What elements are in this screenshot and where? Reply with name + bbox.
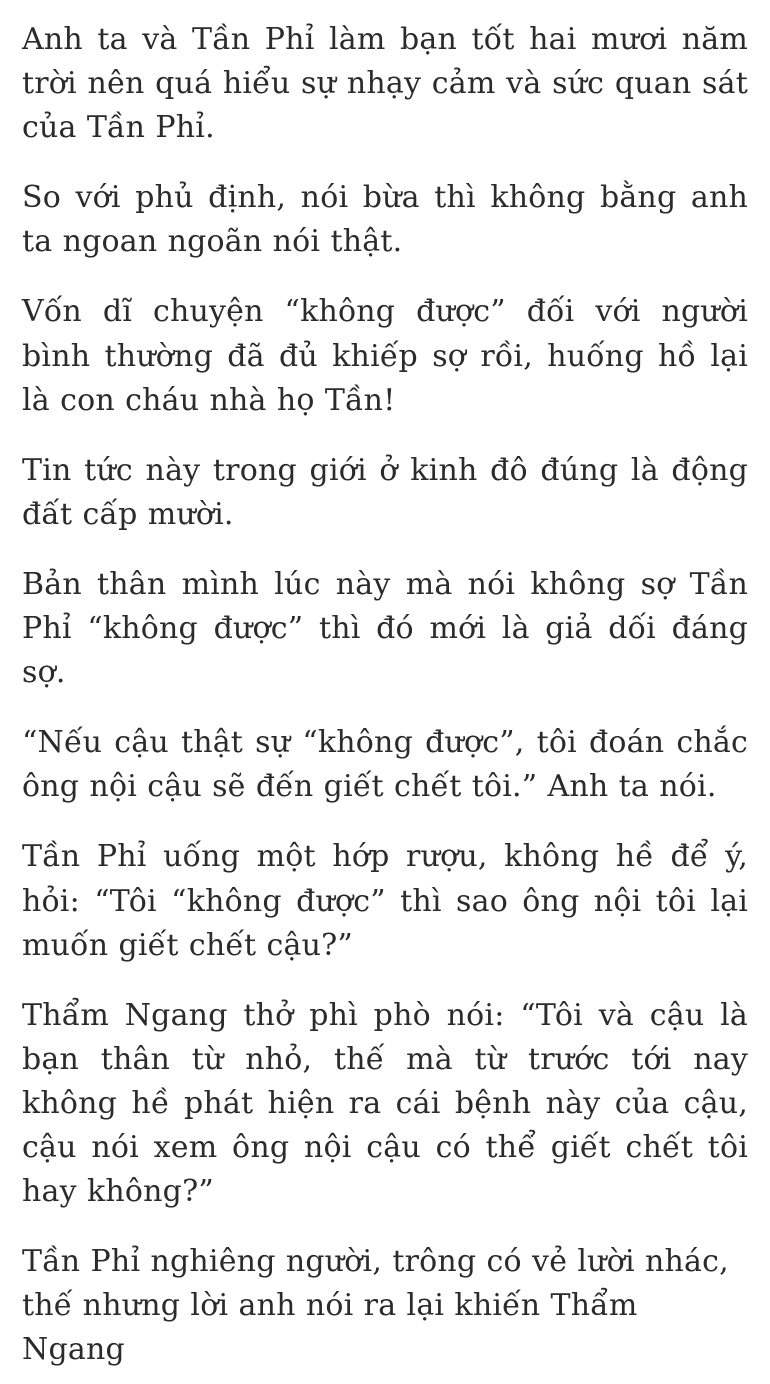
paragraph: “Nếu cậu thật sự “không được”, tôi đoán chắc ông nội cậu sẽ đến giết chết tôi.” Anh ta nói. <box>22 725 748 805</box>
paragraph: Tần Phỉ uống một hớp rượu, không hề để ý, hỏi: “Tôi “không được” thì sao ông nội tôi lại muốn giết chết cậu?” <box>22 839 748 963</box>
paragraph: So với phủ định, nói bừa thì không bằng anh ta ngoan ngoãn nói thật. <box>22 180 748 260</box>
paragraph: Bản thân mình lúc này mà nói không sợ Tần Phỉ “không được” thì đó mới là giả dối đáng sợ. <box>22 566 748 691</box>
paragraph: Tần Phỉ nghiêng người, trông có vẻ lười nhác, thế nhưng lời anh nói ra lại khiến Thẩm Ngang <box>22 1244 729 1368</box>
paragraph: Thẩm Ngang thở phì phò nói: “Tôi và cậu là bạn thân từ nhỏ, thế mà từ trước tới nay không hề phát hiện ra cái bệnh này của cậu, cậu nói xem ông nội cậu có thể giết chết tôi hay không?” <box>22 997 748 1210</box>
paragraph: Anh ta và Tần Phỉ làm bạn tốt hai mươi năm trời nên quá hiểu sự nhạy cảm và sức quan sát của Tần Phỉ. <box>22 22 748 146</box>
paragraph: Tin tức này trong giới ở kinh đô đúng là động đất cấp mười. <box>22 452 748 532</box>
chapter-text-body <box>22 18 748 1372</box>
paragraph: Vốn dĩ chuyện “không được” đối với người bình thường đã đủ khiếp sợ rồi, huống hồ lại là con cháu nhà họ Tần! <box>22 294 748 418</box>
